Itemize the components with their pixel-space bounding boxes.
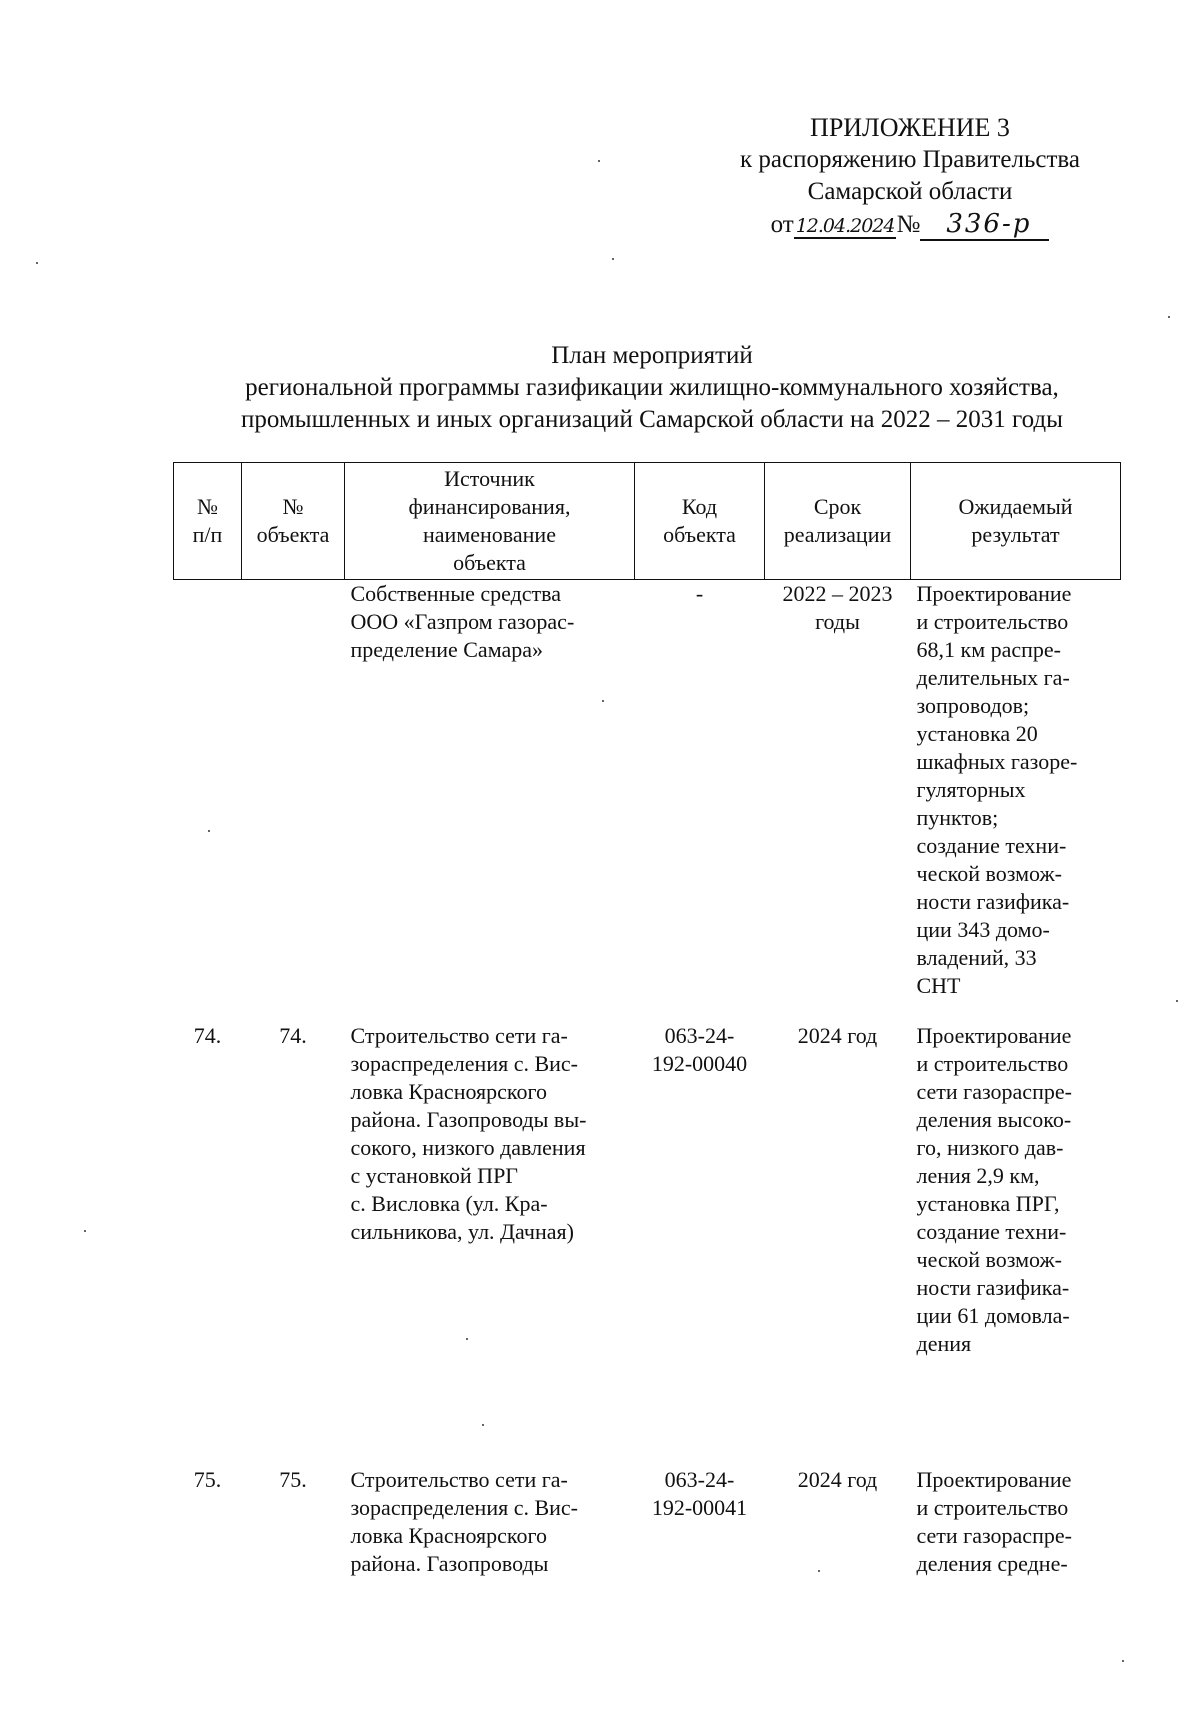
scan-speck bbox=[818, 1570, 820, 1572]
table-row bbox=[174, 580, 1121, 1023]
cell-row-number bbox=[174, 580, 242, 1023]
cell-expected-result: Проектирование и строительство 68,1 км распре- делительных га- зопроводов; установка 20 шкафных газоре- гуляторных пунктов; создание техни- ческой возмож- ности газифика- ции 343 домо- владений, 33 СНТ bbox=[916, 581, 1078, 998]
scan-speck bbox=[1176, 1000, 1178, 1002]
cell-funding-source: Строительство сети га- зораспределения с. Вис- ловка Красноярского района. Газопроводы вы- сокого, низкого давления с установкой ПРГ с. Висловка (ул. Кра- сильникова, ул. Дачная) bbox=[350, 1023, 587, 1244]
header-row-number: № п/п bbox=[174, 463, 242, 580]
cell-object-code: - bbox=[695, 581, 704, 606]
cell-row-number: 75. bbox=[193, 1467, 222, 1492]
cell-row-number: 74. bbox=[193, 1023, 222, 1048]
table-header-row bbox=[174, 463, 1121, 580]
scan-speck bbox=[1122, 1660, 1124, 1662]
header-object-code: Код объекта bbox=[635, 463, 765, 580]
cell-term: 2024 год bbox=[797, 1467, 878, 1492]
cell-object-number: 75. bbox=[279, 1467, 307, 1492]
cell-expected-result: Проектирование и строительство сети газораспре- деления средне- bbox=[916, 1467, 1072, 1576]
scan-speck bbox=[84, 1230, 86, 1232]
cell-expected-result: Проектирование и строительство сети газораспре- деления высоко- го, низкого дав- ления 2,9 км, установка ПРГ, создание техни- ческой возмож- ности газифика- ции 61 домовла- дения bbox=[916, 1023, 1072, 1356]
cell-object-number bbox=[242, 580, 345, 1023]
annex-header bbox=[700, 112, 1120, 242]
annex-line-2: Самарской области bbox=[807, 178, 1013, 205]
date-prefix: от bbox=[770, 211, 794, 238]
scan-speck bbox=[1168, 316, 1170, 318]
annex-number: ПРИЛОЖЕНИЕ 3 bbox=[810, 113, 1010, 142]
scan-speck bbox=[466, 1338, 468, 1340]
number-prefix: № bbox=[896, 211, 921, 238]
table-row bbox=[174, 1022, 1121, 1466]
title-line-1: План мероприятий bbox=[551, 342, 753, 369]
scan-speck bbox=[208, 830, 210, 832]
cell-term: 2022 – 2023 годы bbox=[782, 581, 893, 634]
cell-funding-source: Собственные средства ООО «Газпром газорас- пределение Самара» bbox=[350, 581, 575, 662]
scan-speck bbox=[482, 1424, 484, 1426]
document-title bbox=[180, 340, 1124, 436]
header-object-number: № объекта bbox=[242, 463, 345, 580]
handwritten-order-number: 336-р bbox=[920, 209, 1049, 241]
scan-speck bbox=[602, 700, 604, 702]
scan-speck bbox=[598, 160, 600, 162]
header-expected-result: Ожидаемый результат bbox=[911, 463, 1121, 580]
cell-funding-source: Строительство сети га- зораспределения с. Вис- ловка Красноярского района. Газопроводы bbox=[350, 1467, 579, 1576]
table-row bbox=[174, 1466, 1121, 1626]
cell-object-code: 063-24- 192-00040 bbox=[651, 1023, 748, 1076]
annex-date-row bbox=[700, 208, 1120, 242]
cell-object-number: 74. bbox=[279, 1023, 307, 1048]
handwritten-date: 12.04.2024 bbox=[795, 215, 895, 237]
plan-table bbox=[173, 462, 1121, 1626]
annex-line-1: к распоряжению Правительства bbox=[739, 146, 1080, 173]
header-term: Срок реализации bbox=[765, 463, 911, 580]
cell-term: 2024 год bbox=[797, 1023, 878, 1048]
title-line-3: промышленных и иных организаций Самарской области на 2022 – 2031 годы bbox=[241, 406, 1063, 433]
scan-speck bbox=[612, 258, 614, 260]
header-funding-source: Источник финансирования, наименование объекта bbox=[345, 463, 635, 580]
title-line-2: региональной программы газификации жилищно-коммунального хозяйства, bbox=[245, 374, 1059, 401]
scan-speck bbox=[36, 262, 38, 264]
cell-object-code: 063-24- 192-00041 bbox=[651, 1467, 748, 1520]
